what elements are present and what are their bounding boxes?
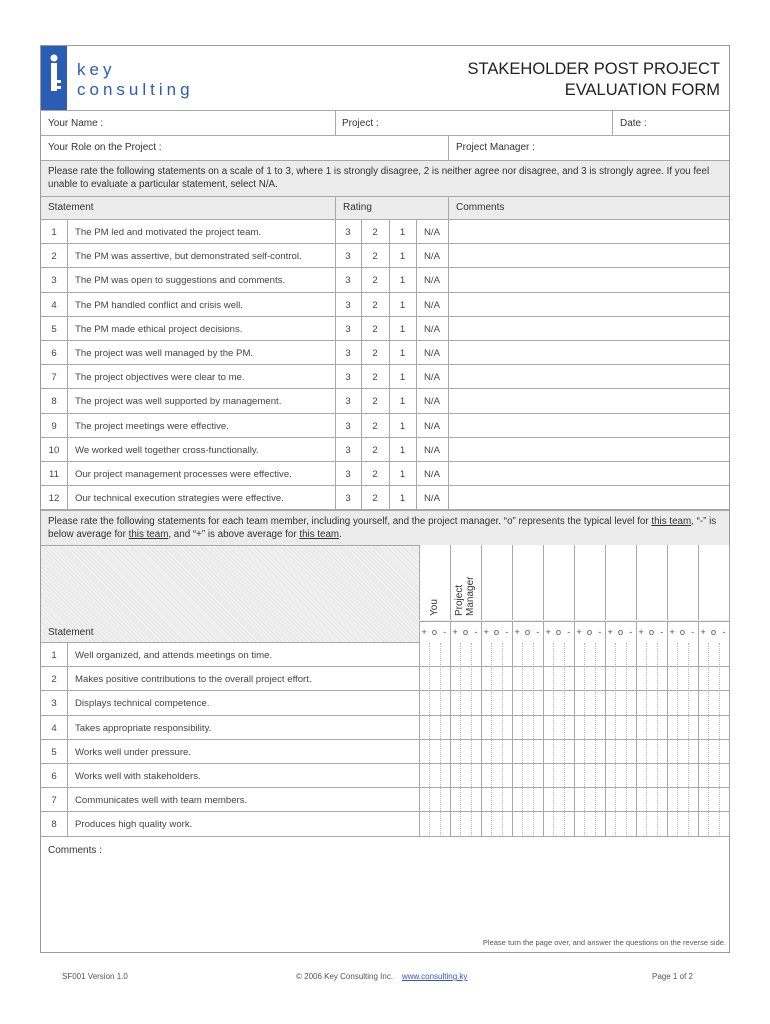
rating-option[interactable]: N/A [424, 348, 440, 359]
row-number: 8 [51, 396, 57, 408]
divider [67, 740, 68, 764]
scale-label: + [452, 626, 458, 637]
instr-emphasis: this team [651, 516, 692, 527]
comment-cell[interactable] [449, 244, 729, 268]
logo [41, 46, 229, 110]
scale-label: - [474, 626, 478, 637]
rating-option[interactable]: 3 [345, 396, 351, 408]
rating-option[interactable]: 2 [372, 469, 378, 480]
scale-label: + [514, 626, 520, 637]
instr-emphasis: this team [128, 528, 169, 540]
member-name-cell[interactable] [605, 545, 636, 620]
row-number: 9 [51, 420, 57, 432]
scale-label: - [722, 626, 726, 637]
scale-label: + [545, 626, 551, 637]
statement-text: The project meetings were effective. [75, 420, 229, 432]
scale-label: + [576, 626, 582, 637]
instr-text: , “-” is below average for [48, 516, 717, 540]
comment-cell[interactable] [449, 341, 729, 365]
rating-option[interactable]: 2 [372, 299, 378, 311]
rating-option[interactable]: 2 [372, 251, 378, 263]
rating-option[interactable]: 3 [345, 323, 351, 335]
rating-option[interactable]: 3 [345, 420, 351, 432]
logo-text-key: key [77, 60, 116, 79]
member-pm-label [450, 545, 481, 620]
rating-option[interactable]: N/A [424, 299, 440, 311]
rating-option[interactable]: 1 [399, 493, 406, 505]
statement-text: The PM was assertive, but demonstrated self-control. [75, 251, 302, 263]
scale-label: + [638, 626, 644, 637]
scale-label: o [555, 626, 562, 637]
instr-text: . [339, 528, 342, 540]
statement-text: Works well with stakeholders. [75, 771, 201, 782]
rating-option[interactable]: 3 [345, 275, 351, 287]
footer-website-link[interactable]: www.consulting.ky [402, 972, 468, 981]
divider [67, 788, 68, 812]
rating-option[interactable]: 1 [399, 299, 406, 311]
member-you-label [419, 545, 450, 620]
project-field[interactable]: Project : [342, 118, 379, 129]
divider [448, 135, 449, 160]
rating-option[interactable]: 1 [399, 420, 406, 432]
footer-page-number: Page 1 of 2 [652, 972, 693, 981]
rating-option[interactable]: 3 [345, 227, 351, 238]
rating-option[interactable]: 3 [345, 348, 351, 359]
rating-option[interactable]: N/A [424, 493, 440, 505]
scale-label: + [669, 626, 675, 637]
row-number: 1 [51, 650, 57, 661]
rating-option[interactable]: N/A [424, 251, 440, 263]
row-number: 11 [49, 469, 59, 480]
statement-text: The project was well managed by the PM. [75, 348, 254, 359]
divider [67, 716, 68, 740]
rating-option[interactable]: 1 [399, 348, 406, 359]
divider [335, 196, 336, 220]
statement-text: Makes positive contributions to the overall project effort. [75, 674, 312, 686]
row-number: 6 [51, 348, 57, 359]
rating-option[interactable]: 2 [372, 420, 378, 432]
your-name-field[interactable]: Your Name : [48, 118, 104, 129]
divider [67, 293, 68, 317]
statement-text: The PM handled conflict and crisis well. [75, 299, 243, 311]
instr-emphasis: this team [299, 528, 340, 540]
rating-option[interactable]: N/A [424, 444, 440, 456]
rating-option[interactable]: 1 [399, 275, 406, 287]
section2-instructions [48, 516, 728, 541]
member-name-cell[interactable] [667, 545, 698, 620]
instr-text: Please rate the following statements for each team member, including yourself, and the project manager. “o” represents the typical level for [48, 516, 652, 527]
row-number: 5 [51, 746, 57, 758]
statement-text: Produces high quality work. [75, 819, 193, 831]
divider [67, 486, 68, 510]
divider [67, 643, 68, 667]
scale-label: + [700, 626, 706, 637]
rating-option[interactable]: N/A [424, 227, 440, 238]
project-manager-field[interactable]: Project Manager : [456, 142, 535, 153]
member-you-text: You [429, 599, 440, 616]
scale-label: - [505, 626, 509, 637]
rating-option[interactable]: 2 [372, 348, 378, 359]
statement-text: Works well under pressure. [75, 746, 192, 758]
turn-page-note: Please turn the page over, and answer the questions on the reverse side. [482, 938, 726, 947]
scale-label: o [431, 626, 438, 637]
statement-text: Well organized, and attends meetings on time. [75, 650, 273, 661]
logo-text-consulting: consulting [77, 80, 194, 99]
comment-cell[interactable] [449, 414, 729, 438]
rating-option[interactable]: N/A [424, 372, 440, 384]
divider [67, 438, 68, 462]
rating-option[interactable]: 1 [399, 227, 406, 238]
rating-option[interactable]: 3 [345, 299, 351, 311]
divider [448, 196, 449, 220]
rating-option[interactable]: 3 [345, 372, 351, 384]
row-number: 5 [51, 323, 57, 335]
rating-option[interactable]: 3 [345, 444, 351, 456]
section1-instructions: Please rate the following statements on a scale of 1 to 3, where 1 is strongly disagree, 2 is neither agree nor disagree, and 3 is strongly agree. If you feel unable to evaluate a particular statement, select N/A. [48, 166, 710, 190]
divider [612, 110, 613, 135]
scale-label: + [607, 626, 613, 637]
row-number: 3 [51, 275, 57, 287]
divider [67, 220, 68, 244]
comment-cell[interactable] [449, 438, 729, 462]
divider [67, 317, 68, 341]
member-name-cell[interactable] [698, 545, 729, 620]
statement-text: The PM was open to suggestions and comments. [75, 275, 286, 287]
row-number: 2 [51, 251, 57, 263]
row-number: 12 [48, 493, 60, 505]
rating-option[interactable]: 2 [372, 323, 378, 335]
scale-label: o [586, 626, 593, 637]
divider [67, 341, 68, 365]
divider [67, 764, 68, 788]
member-pm-text: Project Manager [454, 576, 476, 616]
row-number: 4 [51, 299, 57, 311]
date-field[interactable]: Date : [620, 118, 647, 129]
member-name-cell[interactable] [574, 545, 605, 620]
title-line-2: EVALUATION FORM [564, 81, 720, 99]
rating-option[interactable]: 2 [372, 227, 378, 238]
rating-option[interactable]: N/A [424, 396, 440, 408]
row-number: 3 [51, 698, 57, 710]
statement-text: The PM made ethical project decisions. [75, 323, 243, 335]
divider [67, 365, 68, 389]
s2-col-statement-header: Statement [48, 627, 94, 638]
divider [67, 812, 68, 836]
scale-label: - [598, 626, 602, 637]
divider [67, 244, 68, 268]
rating-option[interactable]: 1 [399, 444, 406, 456]
rating-option[interactable]: N/A [424, 420, 440, 432]
col-rating-header: Rating [343, 202, 372, 213]
scale-label: o [462, 626, 469, 637]
divider [67, 462, 68, 486]
member-name-cell[interactable] [543, 545, 574, 620]
member-name-cell[interactable] [481, 545, 512, 620]
rating-option[interactable]: 1 [399, 372, 406, 384]
row-number: 7 [51, 372, 57, 384]
statement-text: Our technical execution strategies were effective. [75, 493, 284, 505]
divider [67, 667, 68, 691]
scale-label: - [629, 626, 633, 637]
scale-label: o [617, 626, 624, 637]
scale-label: o [648, 626, 655, 637]
scale-label: o [679, 626, 686, 637]
scale-label: - [660, 626, 664, 637]
rating-option[interactable]: 2 [372, 372, 378, 384]
divider [67, 268, 68, 292]
row-number: 4 [51, 722, 57, 734]
section1-header [41, 196, 729, 220]
statement-text: The project was well supported by management. [75, 396, 282, 408]
statement-text: The project objectives were clear to me. [75, 372, 245, 384]
comment-cell[interactable] [449, 389, 729, 413]
comment-cell[interactable] [449, 268, 729, 292]
rating-option[interactable]: 2 [372, 396, 378, 408]
divider [729, 621, 730, 837]
member-name-cell[interactable] [636, 545, 667, 620]
rating-option[interactable]: 2 [372, 444, 378, 456]
rating-option[interactable]: 2 [372, 275, 378, 287]
scale-label: - [691, 626, 695, 637]
scale-label: o [710, 626, 717, 637]
scale-label: o [493, 626, 500, 637]
logo-key-icon [41, 46, 67, 110]
rating-option[interactable]: 3 [345, 469, 351, 480]
row-number: 7 [51, 795, 57, 807]
comment-cell[interactable] [449, 293, 729, 317]
rating-option[interactable]: 1 [399, 396, 406, 408]
rating-option[interactable]: 3 [345, 251, 351, 263]
divider [67, 414, 68, 438]
scale-label: - [567, 626, 571, 637]
comment-cell[interactable] [449, 486, 729, 510]
scale-label: - [536, 626, 540, 637]
statement-text: We worked well together cross-functionally. [75, 444, 259, 456]
rating-option[interactable]: 2 [372, 493, 378, 505]
row-number: 2 [51, 674, 57, 686]
statement-text: Takes appropriate responsibility. [75, 722, 212, 734]
title-line-1: STAKEHOLDER POST PROJECT [467, 60, 720, 78]
scale-label: + [483, 626, 489, 637]
footer-copyright: © 2006 Key Consulting Inc. [296, 972, 394, 981]
footer-version: SF001 Version 1.0 [62, 972, 128, 981]
role-field[interactable]: Your Role on the Project : [48, 142, 162, 153]
scale-label: - [443, 626, 447, 637]
divider [67, 691, 68, 715]
rating-option[interactable]: N/A [424, 323, 440, 335]
row-number: 8 [51, 819, 57, 831]
row-number: 10 [48, 444, 60, 456]
row-number: 1 [51, 227, 57, 238]
comment-cell[interactable] [449, 365, 729, 389]
comment-cell[interactable] [449, 317, 729, 341]
page-title [468, 59, 720, 101]
rating-option[interactable]: 3 [345, 493, 351, 505]
divider [335, 110, 336, 135]
scale-label: + [421, 626, 427, 637]
rating-option[interactable]: 1 [399, 469, 406, 480]
col-statement-header: Statement [48, 202, 94, 213]
statement-text: Our project management processes were effective. [75, 469, 292, 480]
divider [40, 135, 730, 136]
member-name-cell[interactable] [512, 545, 543, 620]
divider [40, 110, 730, 111]
rating-option[interactable]: 1 [399, 251, 406, 263]
row-number: 6 [51, 771, 57, 782]
divider [67, 389, 68, 413]
key-icon [41, 46, 67, 110]
instr-text: , and “+” is above average for [168, 528, 300, 540]
statement-text: Displays technical competence. [75, 698, 210, 710]
rating-option[interactable]: 1 [399, 323, 406, 335]
statement-text: Communicates well with team members. [75, 795, 248, 807]
comment-cell[interactable] [449, 220, 729, 244]
statement-text: The PM led and motivated the project team. [75, 227, 262, 238]
rating-option[interactable]: N/A [424, 469, 440, 480]
scale-label: o [524, 626, 531, 637]
rating-option[interactable]: N/A [424, 275, 440, 287]
comment-cell[interactable] [449, 462, 729, 486]
col-comments-header: Comments [456, 202, 505, 213]
comments-field[interactable]: Comments : [48, 845, 102, 856]
